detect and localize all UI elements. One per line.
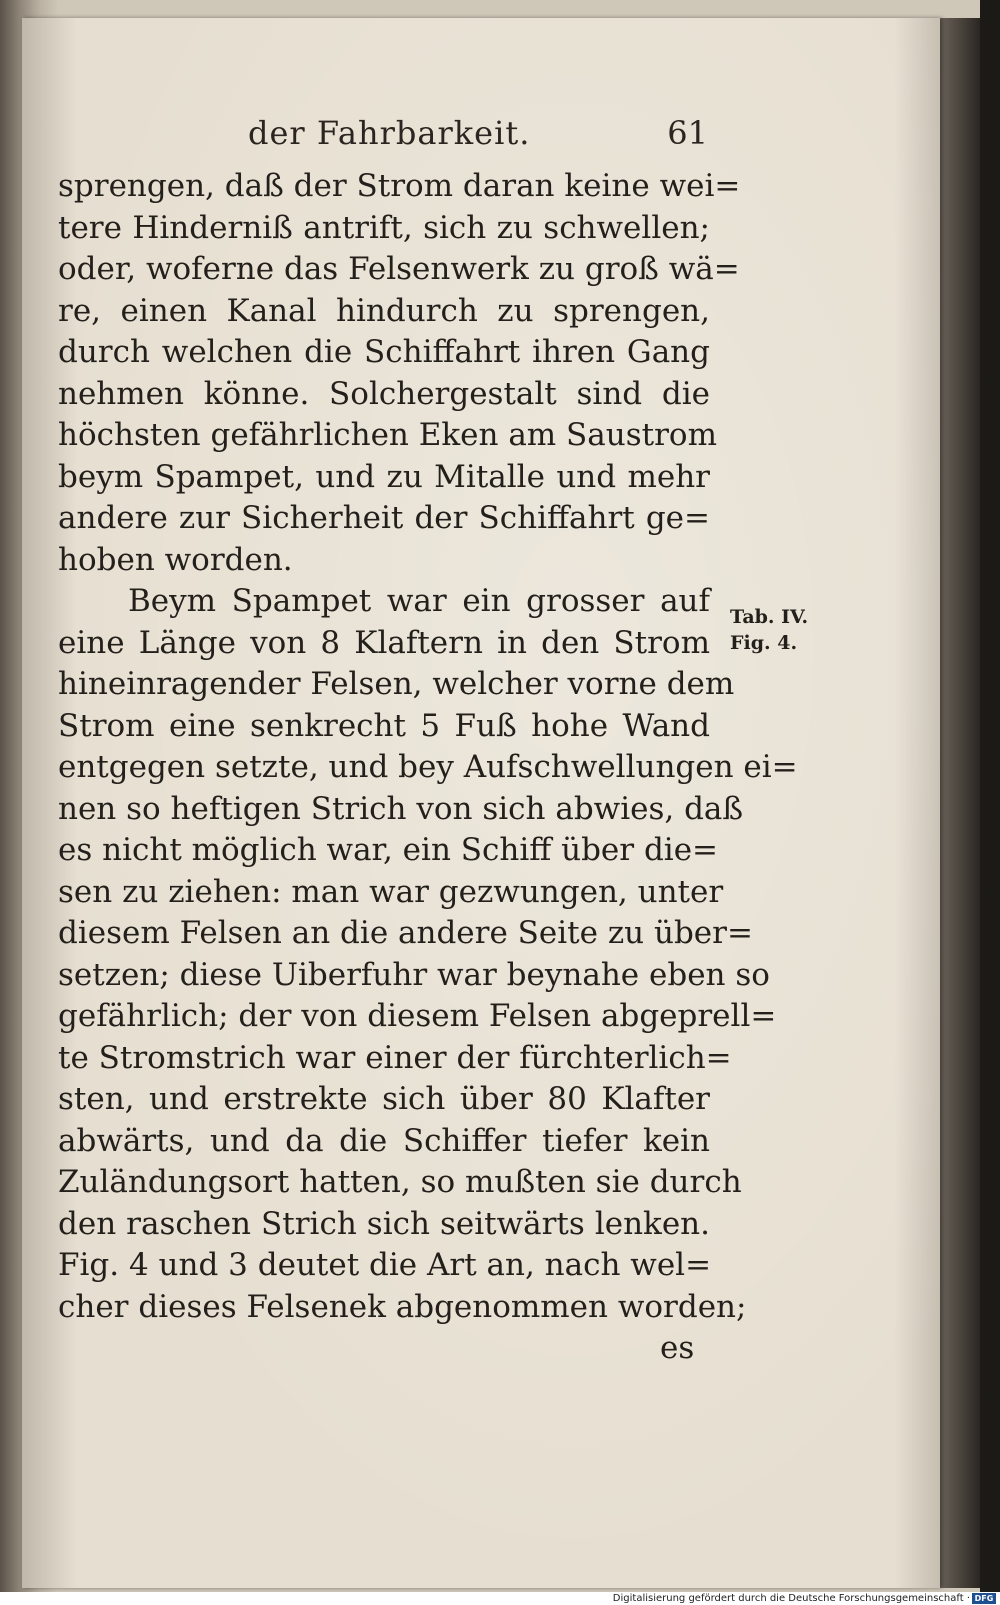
text-line: nen so heftigen Strich von sich abwies, daß: [58, 790, 744, 827]
text-line: andere zur Sicherheit der Schiffahrt ge=: [58, 500, 710, 536]
text-line: sen zu ziehen: man war gezwungen, unter: [58, 873, 724, 910]
text-line: sten, und erstrekte sich über 80 Klafter: [58, 1081, 710, 1117]
text-line: hineinragender Felsen, welcher vorne dem: [58, 666, 735, 702]
text-line: te Stromstrich war einer der fürchterlich=: [58, 1039, 732, 1076]
text-line: Fig. 4 und 3 deutet die Art an, nach wel=: [58, 1247, 712, 1283]
footer-text: Digitalisierung gefördert durch die Deutsche Forschungsgemeinschaft ·: [612, 1593, 970, 1604]
text-line: Beym Spampet war ein grosser auf: [128, 583, 710, 619]
text-line: setzen; diese Uiberfuhr war beynahe eben so: [58, 956, 770, 993]
text-line: eine Länge von 8 Klaftern in den Strom: [58, 624, 710, 661]
digitization-footer: [0, 1592, 1000, 1605]
book-edge: [938, 18, 980, 1588]
text-line: entgegen setzte, und bey Aufschwellungen ei=: [58, 749, 798, 785]
text-line: es nicht möglich war, ein Schiff über die=: [58, 832, 719, 868]
text-line: höchsten gefährlichen Eken am Saustrom: [58, 417, 717, 453]
text-line: beym Spampet, und zu Mitalle und mehr: [58, 458, 710, 495]
page-number: 61: [667, 114, 708, 152]
text-line: tere Hinderniß antrift, sich zu schwellen;: [58, 209, 710, 246]
text-line: abwärts, und da die Schiffer tiefer kein: [58, 1122, 710, 1159]
catchword: es: [660, 1330, 695, 1366]
text-line: Zuländungsort hatten, so mußten sie durch: [58, 1164, 742, 1200]
text-line: sprengen, daß der Strom daran keine wei=: [58, 168, 741, 204]
dfg-logo: DFG: [972, 1593, 996, 1604]
text-line: Strom eine senkrecht 5 Fuß hohe Wand: [58, 707, 710, 744]
running-head: [148, 112, 708, 156]
margin-note-figure: Fig. 4.: [730, 632, 798, 654]
text-line: cher dieses Felsenek abgenommen worden;: [58, 1288, 747, 1325]
running-title: der Fahrbarkeit.: [248, 114, 531, 152]
margin-note-table: Tab. IV.: [730, 606, 809, 628]
text-line: den raschen Strich sich seitwärts lenken.: [58, 1205, 710, 1242]
text-line: nehmen könne. Solchergestalt sind die: [58, 375, 710, 412]
text-line: diesem Felsen an die andere Seite zu über=: [58, 915, 753, 951]
margin-note: [730, 604, 808, 656]
text-line: durch welchen die Schiffahrt ihren Gang: [58, 334, 710, 370]
text-line: hoben worden.: [58, 541, 293, 578]
text-line: re, einen Kanal hindurch zu sprengen,: [58, 292, 710, 329]
text-line: gefährlich; der von diesem Felsen abgeprell=: [58, 998, 777, 1034]
text-line: oder, woferne das Felsenwerk zu groß wä=: [58, 251, 740, 287]
